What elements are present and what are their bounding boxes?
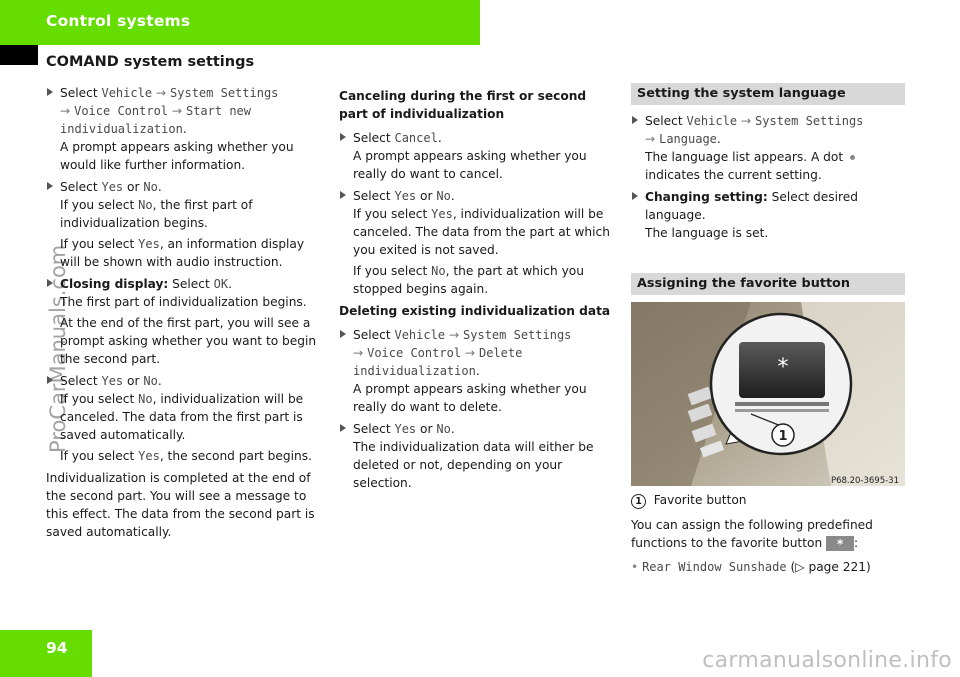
step-arrow-icon — [340, 330, 346, 338]
step-second-part: Select Yes or No. If you select No, individualization will be canceled. The data from the first part is saved automatically. If you select Yes, the second part begins. — [46, 372, 326, 465]
step-arrow-icon — [47, 376, 53, 384]
step-arrow-icon — [340, 424, 346, 432]
callout-number: 1 — [778, 429, 788, 444]
step-cancel: Select Cancel. A prompt appears asking whether you really do want to cancel. — [339, 129, 614, 183]
page-reference-link[interactable]: (▷ page 221) — [790, 560, 871, 574]
step-yes-no: Select Yes or No. If you select No, the first part of individualization begins. If you select Yes, an information display will be shown with audio instruction. — [46, 178, 326, 271]
favorite-button-star-icon: * — [777, 355, 789, 380]
step-arrow-icon — [47, 279, 53, 287]
favorite-list-item: • Rear Window Sunshade (▷ page 221) — [631, 560, 871, 574]
favorite-description: You can assign the following predefined functions to the favorite button * : — [631, 518, 873, 551]
column-3-favorite — [631, 491, 905, 579]
language-heading-bar — [631, 83, 905, 105]
section-marker — [0, 45, 38, 65]
language-heading: Setting the system language — [637, 86, 846, 101]
photo-caption: 1 Favorite button — [631, 491, 905, 509]
step-arrow-icon — [340, 133, 346, 141]
page-number-box — [0, 630, 92, 677]
step-arrow-icon — [340, 191, 346, 199]
side-watermark — [24, 225, 70, 453]
favorite-heading: Assigning the favorite button — [637, 276, 850, 291]
step-start-individualization: Select Vehicle → System Settings → Voice Control → Start new individualization. A prompt appears asking whether you would like further information. — [46, 84, 326, 174]
step-changing-setting: Changing setting: Select desired language. The language is set. — [631, 188, 905, 242]
chapter-title: Control systems — [46, 12, 191, 30]
page-number: 94 — [46, 639, 68, 657]
step-arrow-icon — [47, 88, 53, 96]
photo-code: P68.20-3695-31 — [830, 476, 899, 486]
column-2 — [339, 84, 614, 496]
column-3-language — [631, 112, 905, 246]
favorite-button-badge: * — [826, 536, 854, 551]
caption-number-badge: 1 — [631, 494, 646, 509]
step-arrow-icon — [632, 116, 638, 124]
footer-logo: carmanualsonline.info — [702, 648, 952, 673]
section-title: COMAND system settings — [46, 54, 255, 70]
step-arrow-icon — [47, 182, 53, 190]
step-delete-yes-no: Select Yes or No. The individualization data will either be deleted or not, depending on your selection. — [339, 420, 614, 492]
column-1 — [46, 84, 326, 544]
step-cancel-yes-no: Select Yes or No. If you select Yes, individualization will be canceled. The data from the part at which you exited is not saved. If you select No, the part at which you stopped begins again. — [339, 187, 614, 298]
step-select-language: Select Vehicle → System Settings → Language. The language list appears. A dot indicates the current setting. — [631, 112, 905, 184]
watermark-text: ProCarManuals.com — [46, 244, 70, 453]
step-arrow-icon — [632, 192, 638, 200]
step-description: A prompt appears asking whether you would like further information. — [60, 140, 294, 172]
step-closing-display: Closing display: Select OK. The first part of individualization begins. At the end of the first part, you will see a prompt asking whether you want to begin the second part. — [46, 275, 326, 368]
dashboard-illustration — [631, 302, 905, 486]
current-setting-dot-icon — [850, 155, 855, 160]
heading-deleting: Deleting existing individualization data — [339, 304, 611, 318]
closing-paragraph: Individualization is completed at the end of the second part. You will see a message to this effect. The data from the second part is saved automatically. — [46, 471, 315, 539]
heading-canceling: Canceling during the first or second part of individualization — [339, 89, 587, 121]
chapter-header-bar — [0, 0, 480, 45]
favorite-heading-bar — [631, 273, 905, 295]
favorite-button-photo — [631, 302, 905, 486]
step-delete: Select Vehicle → System Settings → Voice Control → Delete individualization. A prompt appears asking whether you really do want to delete. — [339, 326, 614, 416]
